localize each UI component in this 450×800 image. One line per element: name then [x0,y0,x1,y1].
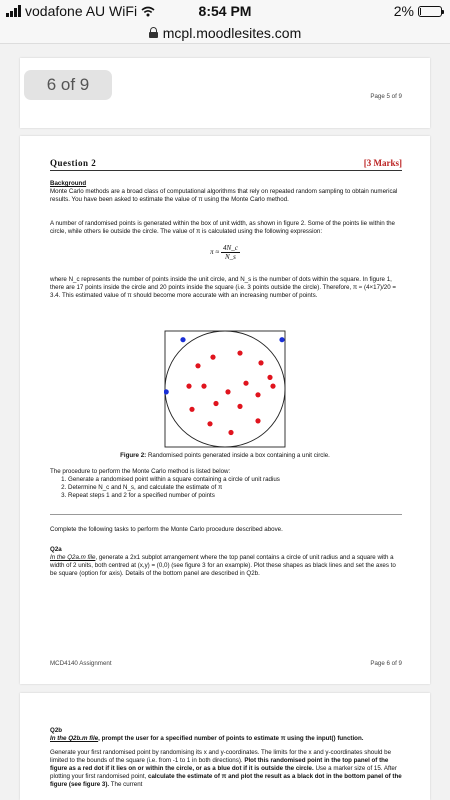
background-heading: Background [50,180,87,187]
clock: 8:54 PM [198,3,252,19]
status-bar [0,0,450,22]
figure-caption-text: Randomised points generated inside a box containing a unit circle. [146,452,330,459]
procedure-step: 3. Repeat steps 1 and 2 for a specified number of points [68,492,402,500]
q2b-heading: Q2b [50,727,63,734]
page-footer-left: MCD4140 Assignment [50,660,112,667]
q2b-prompt [50,735,402,743]
q2b-body [50,749,402,789]
q2b-text-c: Use a marker size of 15. After plotting your first randomised point, [50,765,397,780]
inside-point [237,404,242,409]
inside-point [255,418,260,423]
section-divider [50,514,402,515]
square-boundary [165,331,285,447]
paragraph-explanation: where N_c represents the number of points inside the unit circle, and N_s is the number of dots within the square. In figure 1, there are 17 points inside the circle and 20 points inside the square (i.e. 3 points outside the circle). Therefore, π ≈ (4×17)/20 = 3.4. This estimated value of π should become more accurate with an increasing number of points. [50,276,396,299]
procedure-step: 1. Generate a randomised point within a square containing a circle of unit radius [68,476,402,484]
formula-denominator: N_s [224,253,236,261]
q2a-file-link[interactable]: In the Q2a.m file [50,554,96,561]
procedure-step: 2. Determine N_c and N_s, and calculate the estimate of π [68,484,402,492]
inside-point [201,384,206,389]
q2b-text-a: Generate your first randomised point by randomising its x and y-coordinates. The limits for the x and y-coordinates should be limited to the bounds of the square (i.e. from -1 to 1 in both directions). [50,749,392,764]
address-bar[interactable] [0,22,450,44]
q2b-text-b: Plot this randomised point in the top panel of the figure as a red dot if it lies on or within the circle, or as a blue dot if it is outside the circle. [50,757,389,772]
inside-point [213,401,218,406]
inside-point [225,389,230,394]
inside-point [270,384,275,389]
page-footer-right: Page 5 of 9 [370,93,402,100]
page-footer-right: Page 6 of 9 [370,660,402,667]
inside-point [189,407,194,412]
inside-point [237,350,242,355]
figure-caption-label: Figure 2: [120,452,147,459]
question-header [50,158,402,171]
inside-point [186,384,191,389]
lock-icon [149,27,158,38]
url-text[interactable]: mcpl.moodlesites.com [162,24,302,41]
question-marks: [3 Marks] [363,158,402,168]
question-title: Question 2 [50,158,97,168]
outside-point [180,337,185,342]
pi-formula [20,244,430,261]
q2b-prompt-text: , prompt the user for a specified number of points to estimate π using the input() function. [98,735,364,742]
procedure-section [50,468,402,500]
inside-point [210,355,215,360]
procedure-steps [68,476,402,500]
procedure-intro: The procedure to perform the Monte Carlo method is listed below: [50,468,231,475]
q2b-file-link[interactable]: In the Q2b.m file [50,735,99,742]
paragraph-expression: A number of randomised points is generated within the box of unit width, as shown in figure 2. Some of the points lie within the circle, while others lie outside the circle. The value of π is calculated using the following expression: [50,220,395,235]
inside-point [228,430,233,435]
carrier-label: vodafone AU WiFi [25,3,138,19]
background-text: Monte Carlo methods are a broad class of computational algorithms that rely on repeated random sampling to obtain numerical results. You have been asked to estimate the value of π using the Monte Carlo method. [50,188,398,203]
inside-point [255,392,260,397]
figure-caption [20,452,430,459]
page-indicator: 6 of 9 [24,70,112,100]
inside-point [207,421,212,426]
formula-lhs: π ≈ [210,248,220,257]
inside-point [243,381,248,386]
inside-point [258,360,263,365]
q2b-text-e: The current [109,781,143,788]
tasks-intro: Complete the following tasks to perform the Monte Carlo procedure described above. [50,526,283,533]
q2a-heading: Q2a [50,546,62,553]
q2b-text-d: calculate the estimate of π and plot the result as a black dot in the bottom panel of the figure (see figure 3). [50,773,402,788]
document-page-6 [20,136,430,684]
battery-percent: 2% [393,3,414,19]
q2a-text: , generate a 2x1 subplot arrangement where the top panel contains a circle of unit radius and a square with a width of 2 units, both centred at (x,y) = (0,0) (see figure 3 for an example). Plot these shapes as black lines and set the axes to be square (option for axis). Details of the bottom panel are described in Q2b. [50,554,396,577]
q2a-body [50,554,402,578]
monte-carlo-figure [164,330,286,448]
battery-icon [418,6,442,17]
formula-numerator: 4N_c [223,244,238,252]
inside-point [267,375,272,380]
q2b-section [50,727,402,789]
inside-point [195,363,200,368]
background-section [50,180,402,204]
outside-point [279,337,284,342]
q2a-section [50,546,402,578]
document-page-7 [20,693,430,800]
battery-group [394,3,442,19]
